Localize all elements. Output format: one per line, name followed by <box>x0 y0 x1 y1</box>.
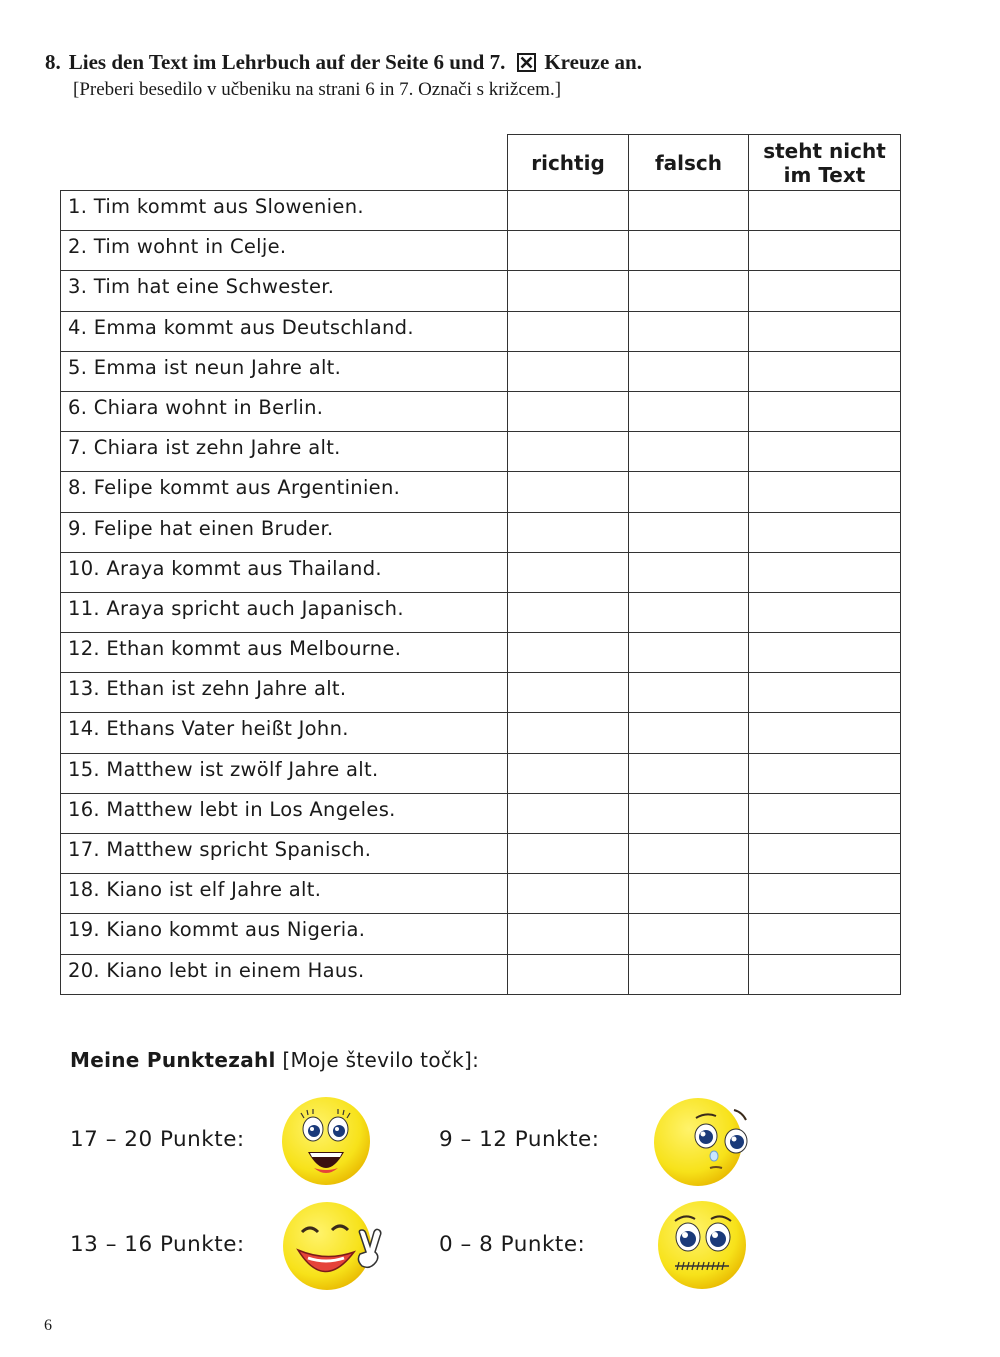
table-row <box>61 231 901 271</box>
answer-cell-falsch[interactable] <box>629 834 749 874</box>
answer-cell-steht-nicht[interactable] <box>749 592 901 632</box>
answer-cell-richtig[interactable] <box>508 713 629 753</box>
table-row <box>61 472 901 512</box>
statement-cell: 9. Felipe hat einen Bruder. <box>61 512 508 552</box>
answer-cell-steht-nicht[interactable] <box>749 954 901 994</box>
answer-cell-steht-nicht[interactable] <box>749 874 901 914</box>
table-row <box>61 351 901 391</box>
answer-cell-steht-nicht[interactable] <box>749 351 901 391</box>
task-instruction-sl: [Preberi besedilo v učbeniku na strani 6 in 7. Označi s križcem.] <box>73 79 562 100</box>
answer-cell-falsch[interactable] <box>629 552 749 592</box>
answer-cell-richtig[interactable] <box>508 472 629 512</box>
answer-cell-steht-nicht[interactable] <box>749 271 901 311</box>
statement-cell: 11. Araya spricht auch Japanisch. <box>61 592 508 632</box>
answer-cell-richtig[interactable] <box>508 673 629 713</box>
table-row <box>61 271 901 311</box>
checked-box-icon <box>517 53 536 72</box>
table-row <box>61 633 901 673</box>
answer-cell-steht-nicht[interactable] <box>749 552 901 592</box>
table-row <box>61 512 901 552</box>
answer-cell-steht-nicht[interactable] <box>749 311 901 351</box>
answer-cell-richtig[interactable] <box>508 954 629 994</box>
statement-cell: 7. Chiara ist zehn Jahre alt. <box>61 432 508 472</box>
answer-cell-steht-nicht[interactable] <box>749 673 901 713</box>
answer-cell-falsch[interactable] <box>629 271 749 311</box>
answer-cell-richtig[interactable] <box>508 191 629 231</box>
answer-cell-falsch[interactable] <box>629 874 749 914</box>
answer-cell-steht-nicht[interactable] <box>749 713 901 753</box>
statement-cell: 10. Araya kommt aus Thailand. <box>61 552 508 592</box>
answer-cell-richtig[interactable] <box>508 271 629 311</box>
nervous-smiley-icon <box>653 1199 749 1291</box>
table-row <box>61 874 901 914</box>
table-row <box>61 753 901 793</box>
answer-cell-richtig[interactable] <box>508 432 629 472</box>
answer-cell-falsch[interactable] <box>629 914 749 954</box>
column-header-falsch: falsch <box>629 135 749 191</box>
answer-cell-steht-nicht[interactable] <box>749 914 901 954</box>
table-row <box>61 834 901 874</box>
answer-cell-falsch[interactable] <box>629 592 749 632</box>
answer-cell-falsch[interactable] <box>629 351 749 391</box>
laughing-smiley-icon <box>278 1096 374 1186</box>
answer-cell-steht-nicht[interactable] <box>749 231 901 271</box>
statement-cell: 12. Ethan kommt aus Melbourne. <box>61 633 508 673</box>
table-row <box>61 914 901 954</box>
answer-cell-richtig[interactable] <box>508 512 629 552</box>
answer-cell-richtig[interactable] <box>508 874 629 914</box>
column-header-steht-nicht: steht nicht im Text <box>749 135 901 191</box>
statement-cell: 15. Matthew ist zwölf Jahre alt. <box>61 753 508 793</box>
statement-cell: 3. Tim hat eine Schwester. <box>61 271 508 311</box>
score-range-label: 9 – 12 Punkte: <box>439 1127 600 1152</box>
table-row <box>61 592 901 632</box>
answer-cell-steht-nicht[interactable] <box>749 472 901 512</box>
instruction-text: Lies den Text im Lehrbuch auf der Seite 6 und 7. <box>68 50 506 74</box>
answer-cell-falsch[interactable] <box>629 391 749 431</box>
answer-cell-richtig[interactable] <box>508 793 629 833</box>
answer-cell-falsch[interactable] <box>629 793 749 833</box>
answer-cell-richtig[interactable] <box>508 311 629 351</box>
table-row <box>61 191 901 231</box>
score-title-de: Meine Punktezahl <box>70 1048 276 1072</box>
statement-cell: 4. Emma kommt aus Deutschland. <box>61 311 508 351</box>
answer-cell-steht-nicht[interactable] <box>749 633 901 673</box>
task-instruction-de <box>45 50 642 74</box>
peace-sign-smiley-icon <box>280 1200 388 1292</box>
answer-cell-falsch[interactable] <box>629 472 749 512</box>
answer-cell-falsch[interactable] <box>629 753 749 793</box>
table-row <box>61 432 901 472</box>
answer-cell-falsch[interactable] <box>629 633 749 673</box>
answer-cell-richtig[interactable] <box>508 914 629 954</box>
answer-cell-richtig[interactable] <box>508 231 629 271</box>
statement-cell: 14. Ethans Vater heißt John. <box>61 713 508 753</box>
answer-cell-falsch[interactable] <box>629 512 749 552</box>
answer-cell-steht-nicht[interactable] <box>749 432 901 472</box>
table-row <box>61 954 901 994</box>
statement-cell: 16. Matthew lebt in Los Angeles. <box>61 793 508 833</box>
score-range-label: 13 – 16 Punkte: <box>70 1232 245 1257</box>
column-header-richtig: richtig <box>508 135 629 191</box>
score-range-label: 0 – 8 Punkte: <box>439 1232 586 1257</box>
statement-cell: 13. Ethan ist zehn Jahre alt. <box>61 673 508 713</box>
task-number: 8. <box>45 50 61 74</box>
answer-cell-steht-nicht[interactable] <box>749 391 901 431</box>
answer-cell-falsch[interactable] <box>629 713 749 753</box>
statement-cell: 1. Tim kommt aus Slowenien. <box>61 191 508 231</box>
table-row <box>61 311 901 351</box>
table-row <box>61 713 901 753</box>
answer-cell-steht-nicht[interactable] <box>749 191 901 231</box>
statement-cell: 20. Kiano lebt in einem Haus. <box>61 954 508 994</box>
answer-cell-steht-nicht[interactable] <box>749 793 901 833</box>
answer-cell-richtig[interactable] <box>508 351 629 391</box>
answer-cell-richtig[interactable] <box>508 552 629 592</box>
score-title-sl: [Moje število točk]: <box>282 1048 480 1072</box>
answer-cell-falsch[interactable] <box>629 954 749 994</box>
score-range-label: 17 – 20 Punkte: <box>70 1127 245 1152</box>
answer-cell-steht-nicht[interactable] <box>749 834 901 874</box>
statement-cell: 19. Kiano kommt aus Nigeria. <box>61 914 508 954</box>
header-blank-cell <box>61 135 508 191</box>
answer-cell-richtig[interactable] <box>508 834 629 874</box>
table-row <box>61 793 901 833</box>
table-row <box>61 391 901 431</box>
answer-cell-falsch[interactable] <box>629 311 749 351</box>
task-header <box>45 50 642 102</box>
answer-cell-richtig[interactable] <box>508 753 629 793</box>
answer-cell-richtig[interactable] <box>508 592 629 632</box>
instruction-mark-text: Kreuze an. <box>544 50 642 74</box>
statement-cell: 8. Felipe kommt aus Argentinien. <box>61 472 508 512</box>
statement-cell: 17. Matthew spricht Spanisch. <box>61 834 508 874</box>
answer-cell-richtig[interactable] <box>508 633 629 673</box>
statement-cell: 6. Chiara wohnt in Berlin. <box>61 391 508 431</box>
answer-cell-richtig[interactable] <box>508 391 629 431</box>
answer-cell-steht-nicht[interactable] <box>749 512 901 552</box>
table-row <box>61 673 901 713</box>
answer-cell-falsch[interactable] <box>629 231 749 271</box>
table-header-row <box>61 135 901 191</box>
true-false-table <box>60 134 901 995</box>
page-number: 6 <box>44 1317 52 1334</box>
table-row <box>61 552 901 592</box>
answer-cell-steht-nicht[interactable] <box>749 753 901 793</box>
answer-cell-falsch[interactable] <box>629 191 749 231</box>
statement-cell: 5. Emma ist neun Jahre alt. <box>61 351 508 391</box>
score-title <box>70 1047 479 1073</box>
answer-cell-falsch[interactable] <box>629 432 749 472</box>
answer-cell-falsch[interactable] <box>629 673 749 713</box>
statement-cell: 18. Kiano ist elf Jahre alt. <box>61 874 508 914</box>
statement-cell: 2. Tim wohnt in Celje. <box>61 231 508 271</box>
worried-smiley-icon <box>650 1094 754 1188</box>
